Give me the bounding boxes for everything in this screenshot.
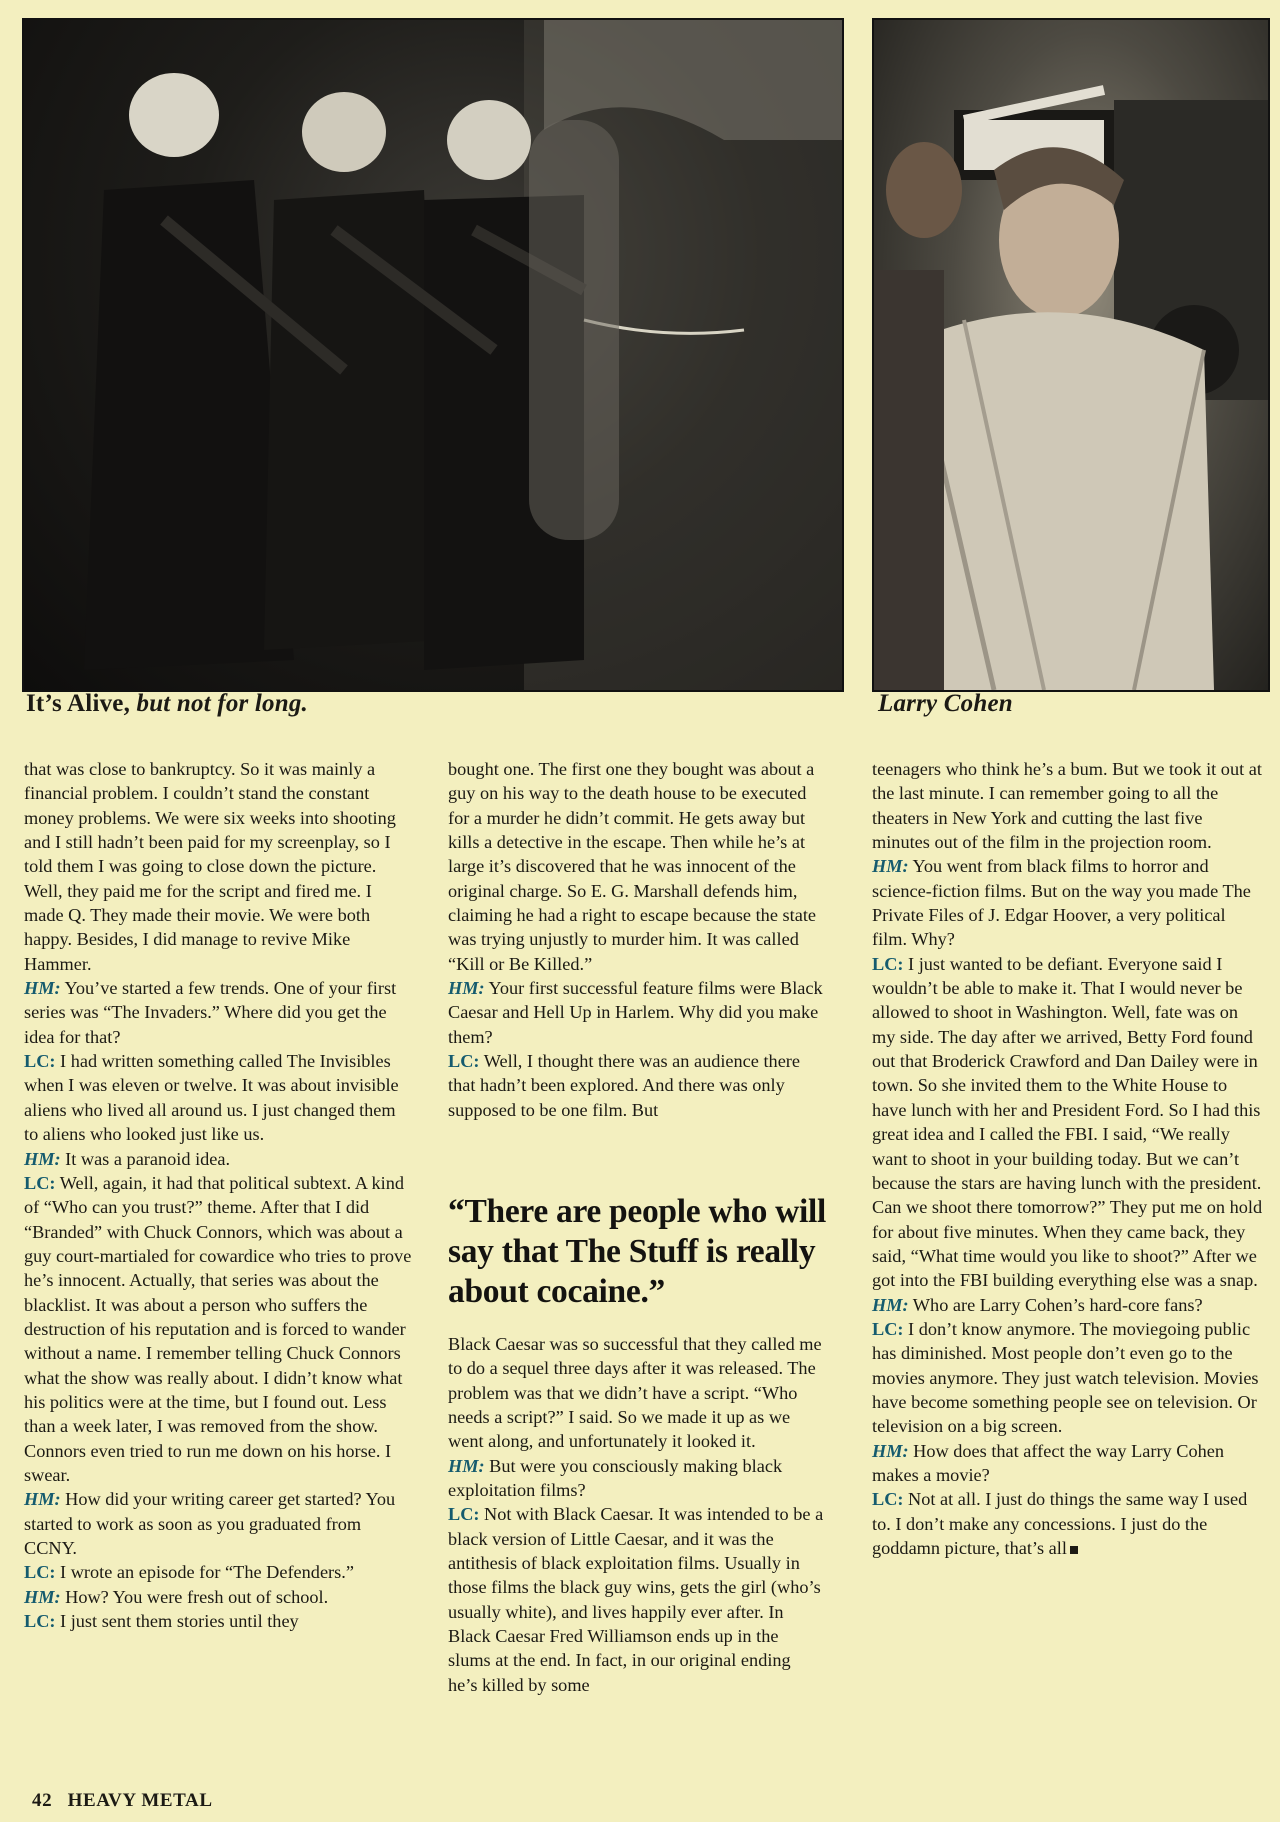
paragraph-text: Well, again, it had that political subtext. A kind of “Who can you trust?” theme. After that I did “Branded” with Chuck Connors, which was about a guy court-martialed for cowardice who tries to prove he’s innocent. Actually, that series was about the blacklist. It was about a person who suffers the destruction of his reputation and is forced to wander without a name. I remember telling Chuck Connors what the show was really about. I didn’t know what his politics were at the time, but I found out. Less than a week later, I was removed from the show. Connors even tried to run me down on his horse. I swear. bbox=[24, 1172, 412, 1485]
article-paragraph bbox=[872, 1293, 1264, 1317]
paragraph-text: How did your writing career get started? You started to work as soon as you graduated from CCNY. bbox=[24, 1489, 396, 1558]
article-paragraph bbox=[24, 976, 412, 1049]
paragraph-text: You’ve started a few trends. One of your first series was “The Invaders.” Where did you get the idea for that? bbox=[24, 978, 397, 1047]
larry-cohen-on-set-photo bbox=[872, 18, 1270, 692]
speaker-tag-lc: LC: bbox=[24, 1611, 56, 1632]
article-paragraph bbox=[24, 1609, 412, 1633]
article-paragraph bbox=[24, 757, 412, 976]
article-paragraph bbox=[448, 1049, 824, 1122]
paragraph-text: But were you consciously making black exploitation films? bbox=[448, 1455, 783, 1501]
article-paragraph bbox=[872, 757, 1264, 854]
speaker-tag-hm: HM: bbox=[24, 978, 61, 999]
speaker-tag-lc: LC: bbox=[24, 1562, 56, 1583]
article-paragraph bbox=[24, 1049, 412, 1146]
paragraph-text: I just sent them stories until they bbox=[55, 1611, 299, 1632]
speaker-tag-lc: LC: bbox=[448, 1051, 480, 1072]
article-paragraph bbox=[872, 1439, 1264, 1488]
photo-left-illustration bbox=[24, 20, 842, 690]
speaker-tag-lc: LC: bbox=[24, 1172, 56, 1193]
speaker-tag-lc: LC: bbox=[872, 1318, 904, 1339]
article-paragraph bbox=[24, 1560, 412, 1584]
caption-left-subtitle: but not for long. bbox=[136, 690, 309, 717]
speaker-tag-lc: LC: bbox=[448, 1504, 480, 1525]
paragraph-text: How does that affect the way Larry Cohen makes a movie? bbox=[872, 1440, 1224, 1485]
page-footer bbox=[32, 1790, 213, 1812]
article-paragraph bbox=[24, 1171, 412, 1487]
article-paragraph bbox=[448, 976, 824, 1049]
article-paragraph bbox=[448, 757, 824, 976]
speaker-tag-lc: LC: bbox=[24, 1051, 56, 1072]
paragraph-text: Well, I thought there was an audience there that hadn’t been explored. And there was only supposed to be one film. But bbox=[448, 1051, 801, 1120]
pull-quote: “There are people who will say that The Stuff is really about cocaine.” bbox=[448, 1193, 827, 1310]
paragraph-text: Not with Black Caesar. It was intended to be a black version of Little Caesar, and it was the antithesis of black exploitation films. Usually in those films the black guy wins, gets the girl (who’s usually white), and lives happily ever after. In Black Caesar Fred Williamson ends up in the slums at the end. In fact, in our original ending he’s killed by some bbox=[448, 1504, 824, 1695]
article-paragraph bbox=[24, 1487, 412, 1560]
paragraph-text: bought one. The first one they bought was about a guy on his way to the death house to be executed for a murder he didn’t commit. He gets away but kills a detective in the escape. Then while he’s at large it’s discovered that he was innocent of the original charge. So E. G. Marshall defends him, claiming he had a right to escape because the state was trying unjustly to murder him. It was called “Kill or Be Killed.” bbox=[448, 759, 817, 974]
police-officers-with-rifles-photo bbox=[22, 18, 844, 692]
article-column-1 bbox=[24, 757, 412, 1633]
article-paragraph bbox=[448, 1332, 824, 1454]
paragraph-text: Who are Larry Cohen’s hard-core fans? bbox=[908, 1294, 1203, 1315]
speaker-tag-hm: HM: bbox=[24, 1148, 61, 1169]
paragraph-text: How? You were fresh out of school. bbox=[60, 1586, 329, 1607]
paragraph-text: You went from black films to horror and science-fiction films. But on the way you made The Private Files of J. Edgar Hoover, a very political film. Why? bbox=[872, 856, 1251, 950]
paragraph-text: I wrote an episode for “The Defenders.” bbox=[55, 1562, 354, 1583]
article-paragraph bbox=[24, 1147, 412, 1171]
magazine-name: HEAVY METAL bbox=[67, 1790, 213, 1811]
photo-caption-right: Larry Cohen bbox=[878, 690, 1013, 717]
article-paragraph bbox=[872, 1487, 1264, 1560]
article-paragraph bbox=[24, 1585, 412, 1609]
end-of-article-mark bbox=[1070, 1546, 1078, 1554]
article-paragraph bbox=[872, 952, 1264, 1293]
page-number: 42 bbox=[32, 1790, 53, 1811]
paragraph-text: teenagers who think he’s a bum. But we took it out at the last minute. I can remember going to all the theaters in New York and cutting the last five minutes out of the film in the projection room. bbox=[872, 759, 1262, 853]
paragraph-text: I had written something called The Invisibles when I was eleven or twelve. It was about invisible aliens who lived all around us. I just changed them to aliens who looked just like us. bbox=[24, 1051, 399, 1145]
photo-caption-left bbox=[26, 690, 308, 718]
paragraph-text: I just wanted to be defiant. Everyone said I wouldn’t be able to make it. That I would never be allowed to shoot in Washington. Well, fate was on my side. The day after we arrived, Betty Ford found out that Broderick Crawford and Dan Dailey were in town. So she invited them to the White House to have lunch with her and President Ford. So I had this great idea and I called the FBI. I said, “We really want to shoot in your building today. But we can’t because the stars are having lunch with the president. Can we shoot there tomorrow?” They put me on hold for about five minutes. When they came back, they said, “What time would you like to shoot?” After we got into the FBI building everything else was a snap. bbox=[872, 953, 1263, 1291]
paragraph-text: Your first successful feature films were Black Caesar and Hell Up in Harlem. Why did you make them? bbox=[448, 978, 823, 1047]
paragraph-text: I don’t know anymore. The moviegoing public has diminished. Most people don’t even go to the movies anymore. They just watch television. Movies have become something people see on television. Or television on a big screen. bbox=[872, 1318, 1259, 1437]
speaker-tag-hm: HM: bbox=[448, 1455, 485, 1476]
article-paragraph bbox=[872, 854, 1264, 951]
speaker-tag-lc: LC: bbox=[872, 1489, 904, 1510]
photo-right-illustration bbox=[874, 20, 1268, 690]
article-column-2-continued bbox=[448, 1332, 824, 1697]
paragraph-text: It was a paranoid idea. bbox=[60, 1148, 231, 1169]
article-paragraph bbox=[448, 1454, 824, 1503]
article-column-2 bbox=[448, 757, 824, 1122]
speaker-tag-hm: HM: bbox=[24, 1489, 61, 1510]
paragraph-text: Not at all. I just do things the same way I used to. I don’t make any concessions. I just do the goddamn picture, that’s all bbox=[872, 1489, 1248, 1558]
article-paragraph bbox=[872, 1317, 1264, 1439]
article-column-3 bbox=[872, 757, 1264, 1560]
speaker-tag-hm: HM: bbox=[872, 1294, 909, 1315]
speaker-tag-hm: HM: bbox=[24, 1586, 61, 1607]
speaker-tag-hm: HM: bbox=[872, 856, 909, 877]
speaker-tag-hm: HM: bbox=[872, 1440, 909, 1461]
paragraph-text: that was close to bankruptcy. So it was mainly a financial problem. I couldn’t stand the constant money problems. We were six weeks into shooting and I still hadn’t been paid for my screenplay, so I told them I was going to close down the picture. Well, they paid me for the script and fired me. I made Q. They made their movie. We were both happy. Besides, I did manage to revive Mike Hammer. bbox=[24, 759, 396, 974]
caption-left-title: It’s Alive, bbox=[26, 690, 131, 717]
speaker-tag-lc: LC: bbox=[872, 953, 904, 974]
paragraph-text: Black Caesar was so successful that they called me to do a sequel three days after it was released. The problem was that we didn’t have a script. “Who needs a script?” I said. So we made it up as we went along, and unfortunately it looked it. bbox=[448, 1334, 822, 1452]
article-paragraph bbox=[448, 1502, 824, 1697]
speaker-tag-hm: HM: bbox=[448, 978, 485, 999]
